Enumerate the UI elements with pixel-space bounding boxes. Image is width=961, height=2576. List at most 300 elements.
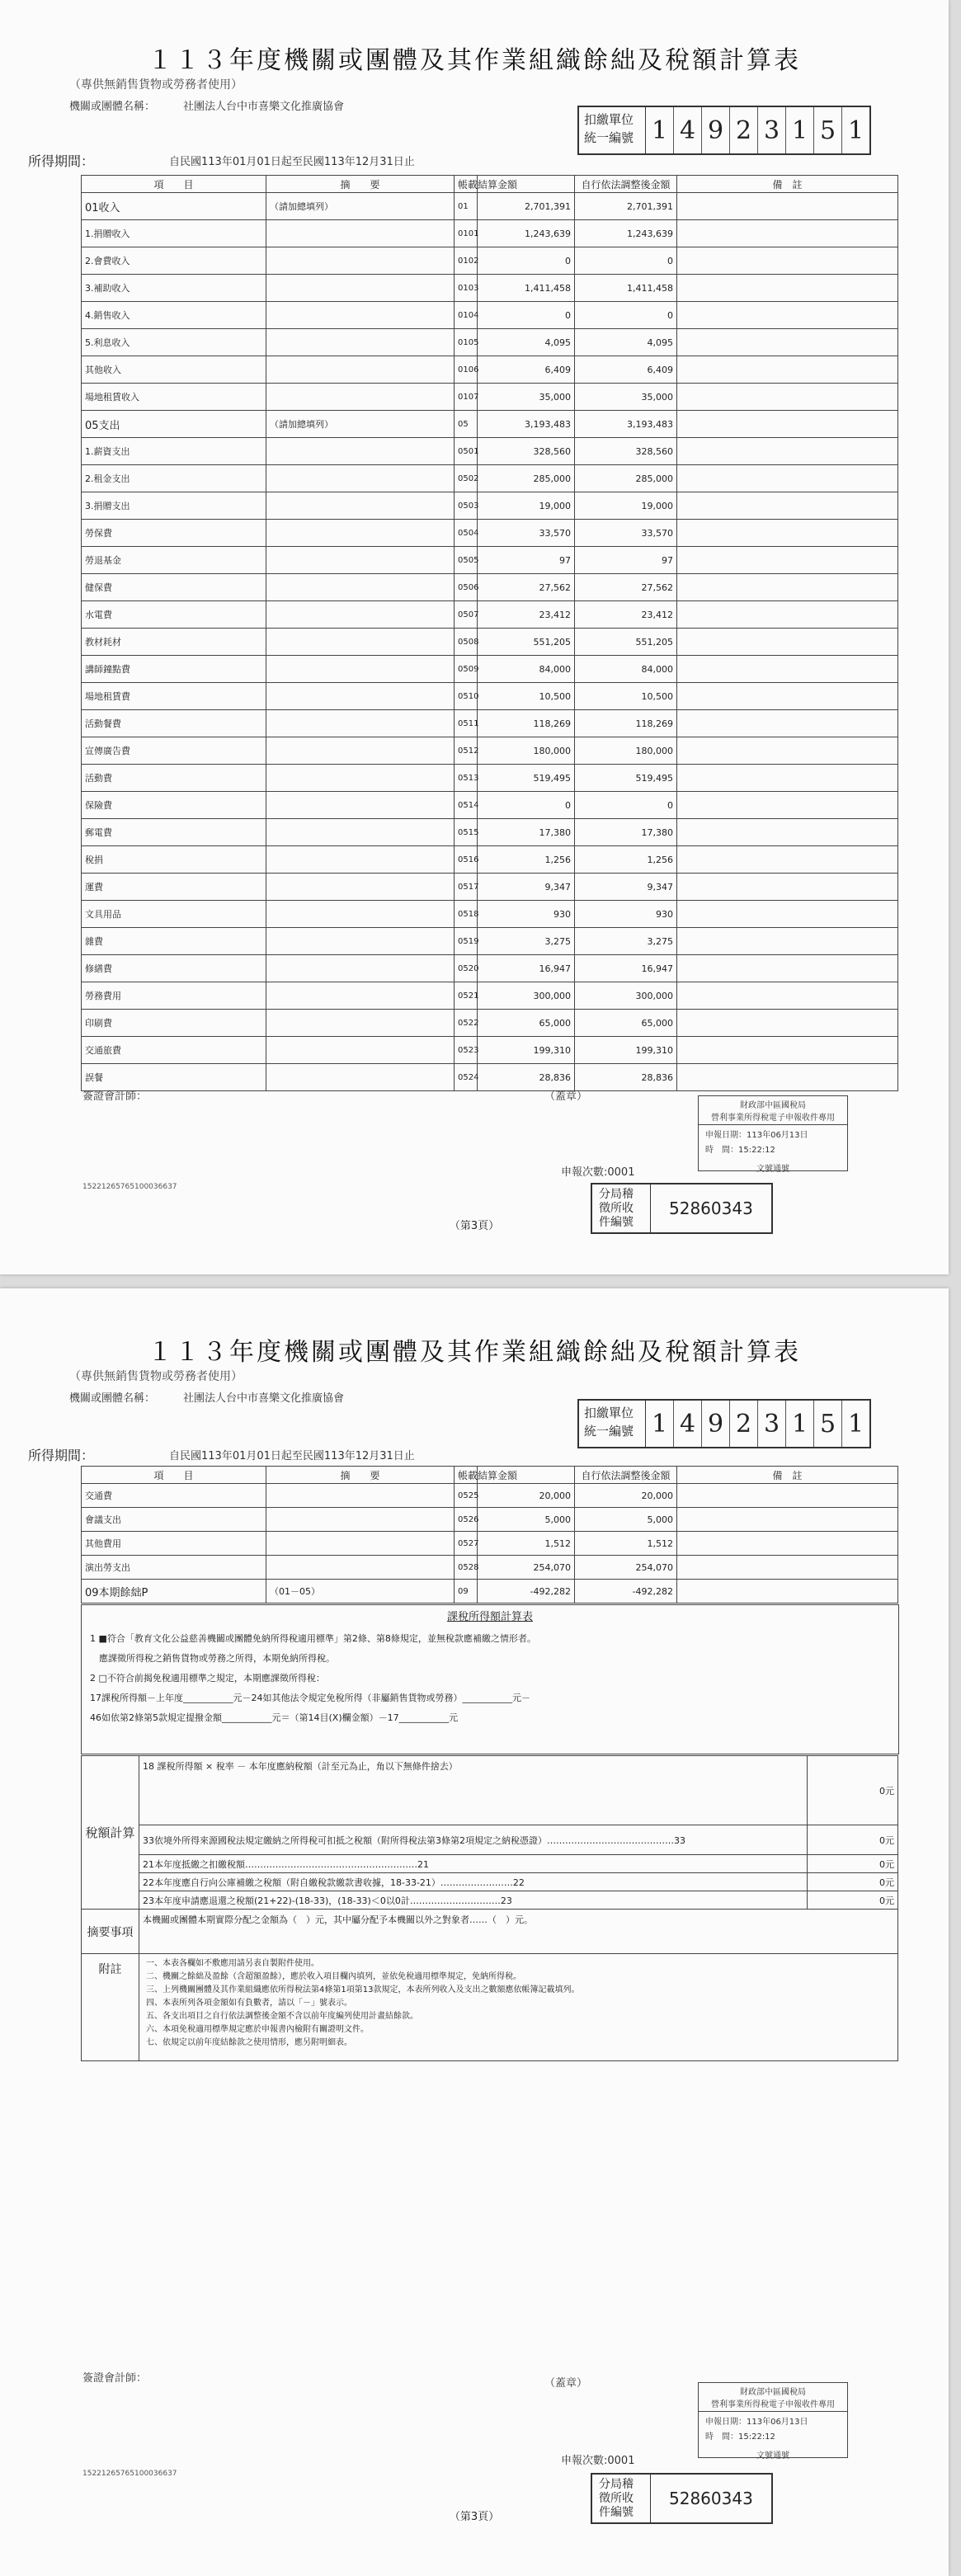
stamp-line: 營利事業所得稅電子申報收件專用 bbox=[711, 1114, 835, 1123]
stamp-line: 財政部中區國稅局 bbox=[740, 2388, 806, 2397]
row-memo bbox=[266, 1010, 455, 1037]
row-book-amount: 20,000 bbox=[478, 1484, 575, 1508]
row-code: 01 bbox=[455, 193, 478, 220]
table-row bbox=[82, 438, 898, 465]
tax-amount: 0元 bbox=[808, 1825, 898, 1855]
row-code: 0507 bbox=[455, 601, 478, 629]
row-adjusted-amount: 180,000 bbox=[575, 737, 677, 765]
row-item: 勞退基金 bbox=[82, 547, 266, 574]
row-remark bbox=[677, 1580, 898, 1604]
row-remark bbox=[677, 928, 898, 955]
row-code: 0104 bbox=[455, 302, 478, 329]
row-adjusted-amount: 20,000 bbox=[575, 1484, 677, 1508]
remark-text: 本機關或團體本期實際分配之金額為（ ）元，其中屬分配予本機關以外之對象者……（ ）元。 bbox=[139, 1910, 898, 1954]
table-row bbox=[82, 384, 898, 411]
stamp-line: 文號通號 bbox=[756, 2451, 789, 2461]
row-item: 場地租賃收入 bbox=[82, 384, 266, 411]
row-adjusted-amount: 930 bbox=[575, 901, 677, 928]
row-remark bbox=[677, 384, 898, 411]
row-book-amount: -492,282 bbox=[478, 1580, 575, 1604]
row-memo bbox=[266, 737, 455, 765]
tax-line: 33依境外所得來源國稅法規定繳納之所得稅可扣抵之稅額（附所得稅法第3條第2項規定之納稅憑證）……………………………………33 bbox=[139, 1825, 808, 1855]
table-row bbox=[82, 547, 898, 574]
row-remark bbox=[677, 1556, 898, 1580]
taxid-digit: 1 bbox=[646, 107, 674, 153]
row-remark bbox=[677, 520, 898, 547]
period-label: 所得期間： bbox=[28, 153, 95, 169]
row-memo bbox=[266, 656, 455, 683]
remark-label: 摘要事項 bbox=[82, 1910, 139, 1954]
period-label: 所得期間： bbox=[28, 1448, 95, 1463]
row-remark bbox=[677, 302, 898, 329]
row-remark bbox=[677, 601, 898, 629]
stamp-line: 文號通號 bbox=[756, 1165, 789, 1174]
taxid-digit: 9 bbox=[702, 1401, 730, 1447]
row-book-amount: 5,000 bbox=[478, 1508, 575, 1532]
taxable-income-calc bbox=[81, 1604, 899, 1754]
table-row bbox=[82, 1037, 898, 1064]
note-line: 四、本表所列各項金額如有負數者，請以「－」號表示。 bbox=[146, 1999, 352, 2008]
row-book-amount: 9,347 bbox=[478, 874, 575, 901]
taxid-digit: 3 bbox=[758, 107, 786, 153]
table-row bbox=[82, 846, 898, 874]
row-code: 0521 bbox=[455, 982, 478, 1010]
row-item: 會議支出 bbox=[82, 1508, 266, 1532]
taxid-digit: 1 bbox=[786, 1401, 814, 1447]
form-title: １１３年度機關或團體及其作業組織餘絀及稅額計算表 bbox=[148, 46, 801, 75]
row-adjusted-amount: 16,947 bbox=[575, 955, 677, 982]
row-code: 0522 bbox=[455, 1010, 478, 1037]
table-header-cell: 備 註 bbox=[677, 176, 898, 193]
row-item: 交通費 bbox=[82, 1484, 266, 1508]
row-item: 印刷費 bbox=[82, 1010, 266, 1037]
taxid-digit: 1 bbox=[847, 115, 864, 145]
row-adjusted-amount: 1,256 bbox=[575, 846, 677, 874]
row-adjusted-amount: 84,000 bbox=[575, 656, 677, 683]
seal-label: （蓋章） bbox=[544, 2377, 588, 2390]
row-book-amount: 0 bbox=[478, 792, 575, 819]
row-memo: （01－05） bbox=[266, 1580, 455, 1604]
row-item: 5.利息收入 bbox=[82, 329, 266, 356]
row-adjusted-amount: 1,243,639 bbox=[575, 220, 677, 247]
tax-line: 22本年度應自行向公庫補繳之稅額（附自繳稅款繳款書收據，18-33-21）……………………22 bbox=[139, 1873, 808, 1891]
row-adjusted-amount: 328,560 bbox=[575, 438, 677, 465]
table-row bbox=[82, 601, 898, 629]
row-book-amount: 118,269 bbox=[478, 710, 575, 737]
row-adjusted-amount: 6,409 bbox=[575, 356, 677, 384]
row-remark bbox=[677, 438, 898, 465]
row-code: 0515 bbox=[455, 819, 478, 846]
row-remark bbox=[677, 955, 898, 982]
table-row bbox=[82, 1484, 898, 1508]
row-code: 0107 bbox=[455, 384, 478, 411]
form-page-1 bbox=[0, 0, 949, 1274]
table-row bbox=[82, 982, 898, 1010]
row-memo bbox=[266, 710, 455, 737]
row-remark bbox=[677, 792, 898, 819]
row-code: 0527 bbox=[455, 1532, 478, 1556]
row-code: 0503 bbox=[455, 492, 478, 520]
row-memo bbox=[266, 819, 455, 846]
taxid-digit: 3 bbox=[758, 1401, 786, 1447]
row-memo bbox=[266, 1532, 455, 1556]
row-code: 0504 bbox=[455, 520, 478, 547]
row-adjusted-amount: 1,512 bbox=[575, 1532, 677, 1556]
row-remark bbox=[677, 846, 898, 874]
table-row bbox=[82, 1064, 898, 1091]
row-memo bbox=[266, 683, 455, 710]
row-adjusted-amount: 19,000 bbox=[575, 492, 677, 520]
row-item: 勞務費用 bbox=[82, 982, 266, 1010]
row-book-amount: 1,243,639 bbox=[478, 220, 575, 247]
taxid-digit: 1 bbox=[646, 1401, 674, 1447]
row-item: 3.捐贈支出 bbox=[82, 492, 266, 520]
table-row bbox=[82, 520, 898, 547]
row-code: 0526 bbox=[455, 1508, 478, 1532]
row-code: 0103 bbox=[455, 275, 478, 302]
office-label: 分局稽徵所收件編號 bbox=[592, 1184, 651, 1232]
calc-line: 2 □不符合前揭免稅適用標準之規定，本期應課徵所得稅： bbox=[90, 1673, 325, 1684]
tax-calc-table bbox=[81, 1755, 898, 2061]
table-row bbox=[82, 928, 898, 955]
page-number: （第3頁） bbox=[449, 2511, 500, 2523]
table-row bbox=[82, 710, 898, 737]
form-subtitle: （專供無銷售貨物或勞務者使用） bbox=[69, 78, 243, 92]
row-code: 0101 bbox=[455, 220, 478, 247]
tax-amount: 0元 bbox=[808, 1756, 898, 1825]
table-row bbox=[82, 1580, 898, 1604]
row-memo bbox=[266, 629, 455, 656]
row-adjusted-amount: 3,275 bbox=[575, 928, 677, 955]
row-adjusted-amount: 35,000 bbox=[575, 384, 677, 411]
table-row bbox=[82, 656, 898, 683]
row-adjusted-amount: 27,562 bbox=[575, 574, 677, 601]
row-remark bbox=[677, 683, 898, 710]
row-book-amount: 285,000 bbox=[478, 465, 575, 492]
row-book-amount: 65,000 bbox=[478, 1010, 575, 1037]
calc-line: 46如依第2條第5款規定提撥金額___________元＝（第14目(X)欄金額）－17___________元 bbox=[90, 1712, 459, 1723]
stamp-line: 申報日期：113年06月13日 bbox=[705, 1131, 808, 1140]
row-adjusted-amount: 519,495 bbox=[575, 765, 677, 792]
row-remark bbox=[677, 547, 898, 574]
row-adjusted-amount: 65,000 bbox=[575, 1010, 677, 1037]
row-item: 保險費 bbox=[82, 792, 266, 819]
row-code: 0105 bbox=[455, 329, 478, 356]
row-remark bbox=[677, 492, 898, 520]
filing-count: 申報次數:0001 bbox=[561, 1166, 635, 1179]
row-remark bbox=[677, 629, 898, 656]
row-memo bbox=[266, 384, 455, 411]
table-row bbox=[82, 629, 898, 656]
row-memo bbox=[266, 275, 455, 302]
tax-line: 23本年度申請應退還之稅額(21+22)-(18-33)，(18-33)＜0以0計…………………………23 bbox=[139, 1891, 808, 1910]
taxid-digit: 2 bbox=[730, 1401, 758, 1447]
row-book-amount: 1,256 bbox=[478, 846, 575, 874]
row-item: 05支出 bbox=[82, 411, 266, 438]
row-book-amount: 328,560 bbox=[478, 438, 575, 465]
row-memo bbox=[266, 1556, 455, 1580]
row-remark bbox=[677, 247, 898, 275]
row-book-amount: 17,380 bbox=[478, 819, 575, 846]
row-item: 稅捐 bbox=[82, 846, 266, 874]
row-memo bbox=[266, 765, 455, 792]
row-memo bbox=[266, 356, 455, 384]
table-row bbox=[82, 792, 898, 819]
form-subtitle: （專供無銷售貨物或勞務者使用） bbox=[69, 1370, 243, 1383]
tax-amount: 0元 bbox=[808, 1891, 898, 1910]
tax-section-label: 稅額計算 bbox=[82, 1756, 139, 1910]
row-remark bbox=[677, 1037, 898, 1064]
row-code: 09 bbox=[455, 1580, 478, 1604]
row-remark bbox=[677, 982, 898, 1010]
row-memo bbox=[266, 574, 455, 601]
notes-label: 附註 bbox=[82, 1954, 139, 2061]
row-adjusted-amount: 551,205 bbox=[575, 629, 677, 656]
row-book-amount: 28,836 bbox=[478, 1064, 575, 1091]
row-adjusted-amount: 10,500 bbox=[575, 683, 677, 710]
note-line: 一、本表各欄如不敷應用請另表自製附件使用。 bbox=[146, 1959, 319, 1968]
org-name: 社團法人台中市喜樂文化推廣協會 bbox=[183, 1392, 345, 1405]
note-line: 五、各支出項目之自行依法調整後金額不含以前年度編列使用計畫結餘款。 bbox=[146, 2012, 418, 2021]
row-adjusted-amount: 33,570 bbox=[575, 520, 677, 547]
table-header-cell: 摘 要 bbox=[266, 1467, 455, 1484]
row-item: 教材耗材 bbox=[82, 629, 266, 656]
table-row bbox=[82, 356, 898, 384]
row-book-amount: 27,562 bbox=[478, 574, 575, 601]
table-row bbox=[82, 1010, 898, 1037]
row-memo bbox=[266, 438, 455, 465]
tax-line: 21本年度抵繳之扣繳稅額…………………………………………………21 bbox=[139, 1855, 808, 1873]
row-item: 01收入 bbox=[82, 193, 266, 220]
row-adjusted-amount: 0 bbox=[575, 792, 677, 819]
stamp-line: 財政部中區國稅局 bbox=[740, 1101, 806, 1110]
row-book-amount: 35,000 bbox=[478, 384, 575, 411]
taxid-digit: 5 bbox=[814, 1401, 842, 1447]
seal-label: （蓋章） bbox=[544, 1090, 588, 1103]
row-memo bbox=[266, 1037, 455, 1064]
signer-label: 簽證會計師： bbox=[82, 2372, 148, 2385]
taxid-digit: 9 bbox=[702, 107, 730, 153]
form-title: １１３年度機關或團體及其作業組織餘絀及稅額計算表 bbox=[148, 1338, 801, 1367]
row-code: 0510 bbox=[455, 683, 478, 710]
row-adjusted-amount: 285,000 bbox=[575, 465, 677, 492]
row-item: 健保費 bbox=[82, 574, 266, 601]
taxid-digit: 1 bbox=[847, 1409, 864, 1439]
page-number: （第3頁） bbox=[449, 1220, 500, 1232]
row-code: 0501 bbox=[455, 438, 478, 465]
calc-line: 1 ■符合「教育文化公益慈善機關或團體免納所得稅適用標準」第2條、第8條規定，並無稅款應補繳之情形者。 bbox=[90, 1633, 536, 1644]
table-row bbox=[82, 1508, 898, 1532]
row-book-amount: 180,000 bbox=[478, 737, 575, 765]
table-row bbox=[82, 765, 898, 792]
row-item: 雜費 bbox=[82, 928, 266, 955]
row-item: 3.補助收入 bbox=[82, 275, 266, 302]
row-book-amount: 551,205 bbox=[478, 629, 575, 656]
table-header-cell: 項 目 bbox=[82, 1467, 266, 1484]
row-item: 活動餐費 bbox=[82, 710, 266, 737]
row-book-amount: 4,095 bbox=[478, 329, 575, 356]
table-row bbox=[82, 1556, 898, 1580]
row-book-amount: 3,275 bbox=[478, 928, 575, 955]
stamp-line: 時 間：15:22:12 bbox=[705, 1146, 775, 1155]
row-book-amount: 300,000 bbox=[478, 982, 575, 1010]
row-item: 1.薪資支出 bbox=[82, 438, 266, 465]
row-adjusted-amount: -492,282 bbox=[575, 1580, 677, 1604]
row-item: 4.銷售收入 bbox=[82, 302, 266, 329]
row-remark bbox=[677, 656, 898, 683]
row-adjusted-amount: 199,310 bbox=[575, 1037, 677, 1064]
row-adjusted-amount: 1,411,458 bbox=[575, 275, 677, 302]
table-row bbox=[82, 874, 898, 901]
row-item: 2.會費收入 bbox=[82, 247, 266, 275]
row-memo: （請加總填列） bbox=[266, 411, 455, 438]
row-item: 講師鐘點費 bbox=[82, 656, 266, 683]
row-item: 誤餐 bbox=[82, 1064, 266, 1091]
row-book-amount: 23,412 bbox=[478, 601, 575, 629]
row-book-amount: 16,947 bbox=[478, 955, 575, 982]
table-header-cell: 摘 要 bbox=[266, 176, 455, 193]
row-memo bbox=[266, 492, 455, 520]
table-row bbox=[82, 1532, 898, 1556]
row-item: 其他費用 bbox=[82, 1532, 266, 1556]
row-adjusted-amount: 23,412 bbox=[575, 601, 677, 629]
row-memo bbox=[266, 874, 455, 901]
row-remark bbox=[677, 574, 898, 601]
office-receipt-number: 52860343 bbox=[669, 1199, 753, 1218]
row-adjusted-amount: 0 bbox=[575, 302, 677, 329]
row-code: 0511 bbox=[455, 710, 478, 737]
row-code: 0509 bbox=[455, 656, 478, 683]
row-code: 05 bbox=[455, 411, 478, 438]
row-code: 0518 bbox=[455, 901, 478, 928]
table-header-cell: 帳載結算金額 bbox=[455, 176, 478, 193]
table-row bbox=[82, 220, 898, 247]
table-row bbox=[82, 465, 898, 492]
table-row bbox=[82, 901, 898, 928]
form-page-2 bbox=[0, 1288, 949, 2576]
calc-line: 17課稅所得額－上年度___________元－24如其他法令規定免稅所得（非屬銷售貨物或勞務）___________元－ bbox=[90, 1693, 530, 1703]
ledger-table bbox=[81, 175, 898, 1091]
row-item: 郵電費 bbox=[82, 819, 266, 846]
row-book-amount: 199,310 bbox=[478, 1037, 575, 1064]
row-item: 2.租金支出 bbox=[82, 465, 266, 492]
row-code: 0525 bbox=[455, 1484, 478, 1508]
stamp-line: 申報日期：113年06月13日 bbox=[705, 2418, 808, 2427]
row-code: 0512 bbox=[455, 737, 478, 765]
table-header-cell: 帳載結算金額 bbox=[455, 1467, 478, 1484]
row-adjusted-amount: 17,380 bbox=[575, 819, 677, 846]
row-memo bbox=[266, 247, 455, 275]
row-remark bbox=[677, 819, 898, 846]
table-row bbox=[82, 819, 898, 846]
row-memo bbox=[266, 792, 455, 819]
row-remark bbox=[677, 710, 898, 737]
row-adjusted-amount: 300,000 bbox=[575, 982, 677, 1010]
signer-label: 簽證會計師： bbox=[82, 1090, 148, 1103]
row-remark bbox=[677, 1064, 898, 1091]
row-memo: （請加總填列） bbox=[266, 193, 455, 220]
row-item: 場地租賃費 bbox=[82, 683, 266, 710]
receipt-stamp bbox=[698, 1095, 848, 1174]
row-remark bbox=[677, 765, 898, 792]
row-memo bbox=[266, 465, 455, 492]
row-remark bbox=[677, 329, 898, 356]
row-book-amount: 254,070 bbox=[478, 1556, 575, 1580]
row-code: 0513 bbox=[455, 765, 478, 792]
row-book-amount: 0 bbox=[478, 302, 575, 329]
row-remark bbox=[677, 411, 898, 438]
row-memo bbox=[266, 547, 455, 574]
row-book-amount: 97 bbox=[478, 547, 575, 574]
taxid-digit: 1 bbox=[786, 107, 814, 153]
row-adjusted-amount: 5,000 bbox=[575, 1508, 677, 1532]
row-remark bbox=[677, 1484, 898, 1508]
row-code: 0514 bbox=[455, 792, 478, 819]
row-item: 宣傳廣告費 bbox=[82, 737, 266, 765]
row-remark bbox=[677, 1508, 898, 1532]
row-remark bbox=[677, 275, 898, 302]
taxid-digit: 2 bbox=[730, 107, 758, 153]
row-code: 0528 bbox=[455, 1556, 478, 1580]
table-row bbox=[82, 737, 898, 765]
row-memo bbox=[266, 1484, 455, 1508]
row-book-amount: 33,570 bbox=[478, 520, 575, 547]
receipt-stamp bbox=[698, 2382, 848, 2461]
row-book-amount: 930 bbox=[478, 901, 575, 928]
row-book-amount: 0 bbox=[478, 247, 575, 275]
office-receipt-number: 52860343 bbox=[669, 2489, 753, 2508]
note-line: 二、機關之餘絀及盈餘（含超額盈餘），應於收入項目欄內填列，並依免稅適用標準規定，免納所得稅。 bbox=[146, 1972, 521, 1981]
row-book-amount: 10,500 bbox=[478, 683, 575, 710]
row-memo bbox=[266, 1064, 455, 1091]
calc-title: 課稅所得額計算表 bbox=[446, 1611, 533, 1623]
taxid-label: 扣繳單位統一編號 bbox=[579, 1401, 646, 1447]
table-row bbox=[82, 683, 898, 710]
row-item: 勞保費 bbox=[82, 520, 266, 547]
row-memo bbox=[266, 982, 455, 1010]
row-remark bbox=[677, 874, 898, 901]
row-memo bbox=[266, 601, 455, 629]
barcode-text: 15221265765100036637 bbox=[82, 2470, 177, 2478]
row-book-amount: 1,512 bbox=[478, 1532, 575, 1556]
row-item: 其他收入 bbox=[82, 356, 266, 384]
taxid-digit: 4 bbox=[674, 107, 702, 153]
row-item: 交通旅費 bbox=[82, 1037, 266, 1064]
row-code: 0508 bbox=[455, 629, 478, 656]
org-label: 機關或團體名稱： bbox=[69, 1392, 156, 1405]
row-code: 0502 bbox=[455, 465, 478, 492]
taxid-box bbox=[577, 1399, 871, 1448]
row-item: 文具用品 bbox=[82, 901, 266, 928]
filing-count: 申報次數:0001 bbox=[561, 2455, 635, 2467]
period-value: 自民國113年01月01日起至民國113年12月31日止 bbox=[169, 1450, 415, 1462]
row-item: 水電費 bbox=[82, 601, 266, 629]
row-book-amount: 1,411,458 bbox=[478, 275, 575, 302]
tax-line: 18 課稅所得額 × 稅率 － 本年度應納稅額（計至元為止，角以下無條件捨去） bbox=[139, 1756, 808, 1825]
row-book-amount: 3,193,483 bbox=[478, 411, 575, 438]
row-code: 0106 bbox=[455, 356, 478, 384]
period-value: 自民國113年01月01日起至民國113年12月31日止 bbox=[169, 156, 415, 168]
row-remark bbox=[677, 465, 898, 492]
office-label: 分局稽徵所收件編號 bbox=[592, 2475, 651, 2522]
row-adjusted-amount: 97 bbox=[575, 547, 677, 574]
table-row bbox=[82, 955, 898, 982]
row-remark bbox=[677, 220, 898, 247]
taxid-digit: 4 bbox=[674, 1401, 702, 1447]
row-code: 0517 bbox=[455, 874, 478, 901]
row-code: 0505 bbox=[455, 547, 478, 574]
row-remark bbox=[677, 737, 898, 765]
